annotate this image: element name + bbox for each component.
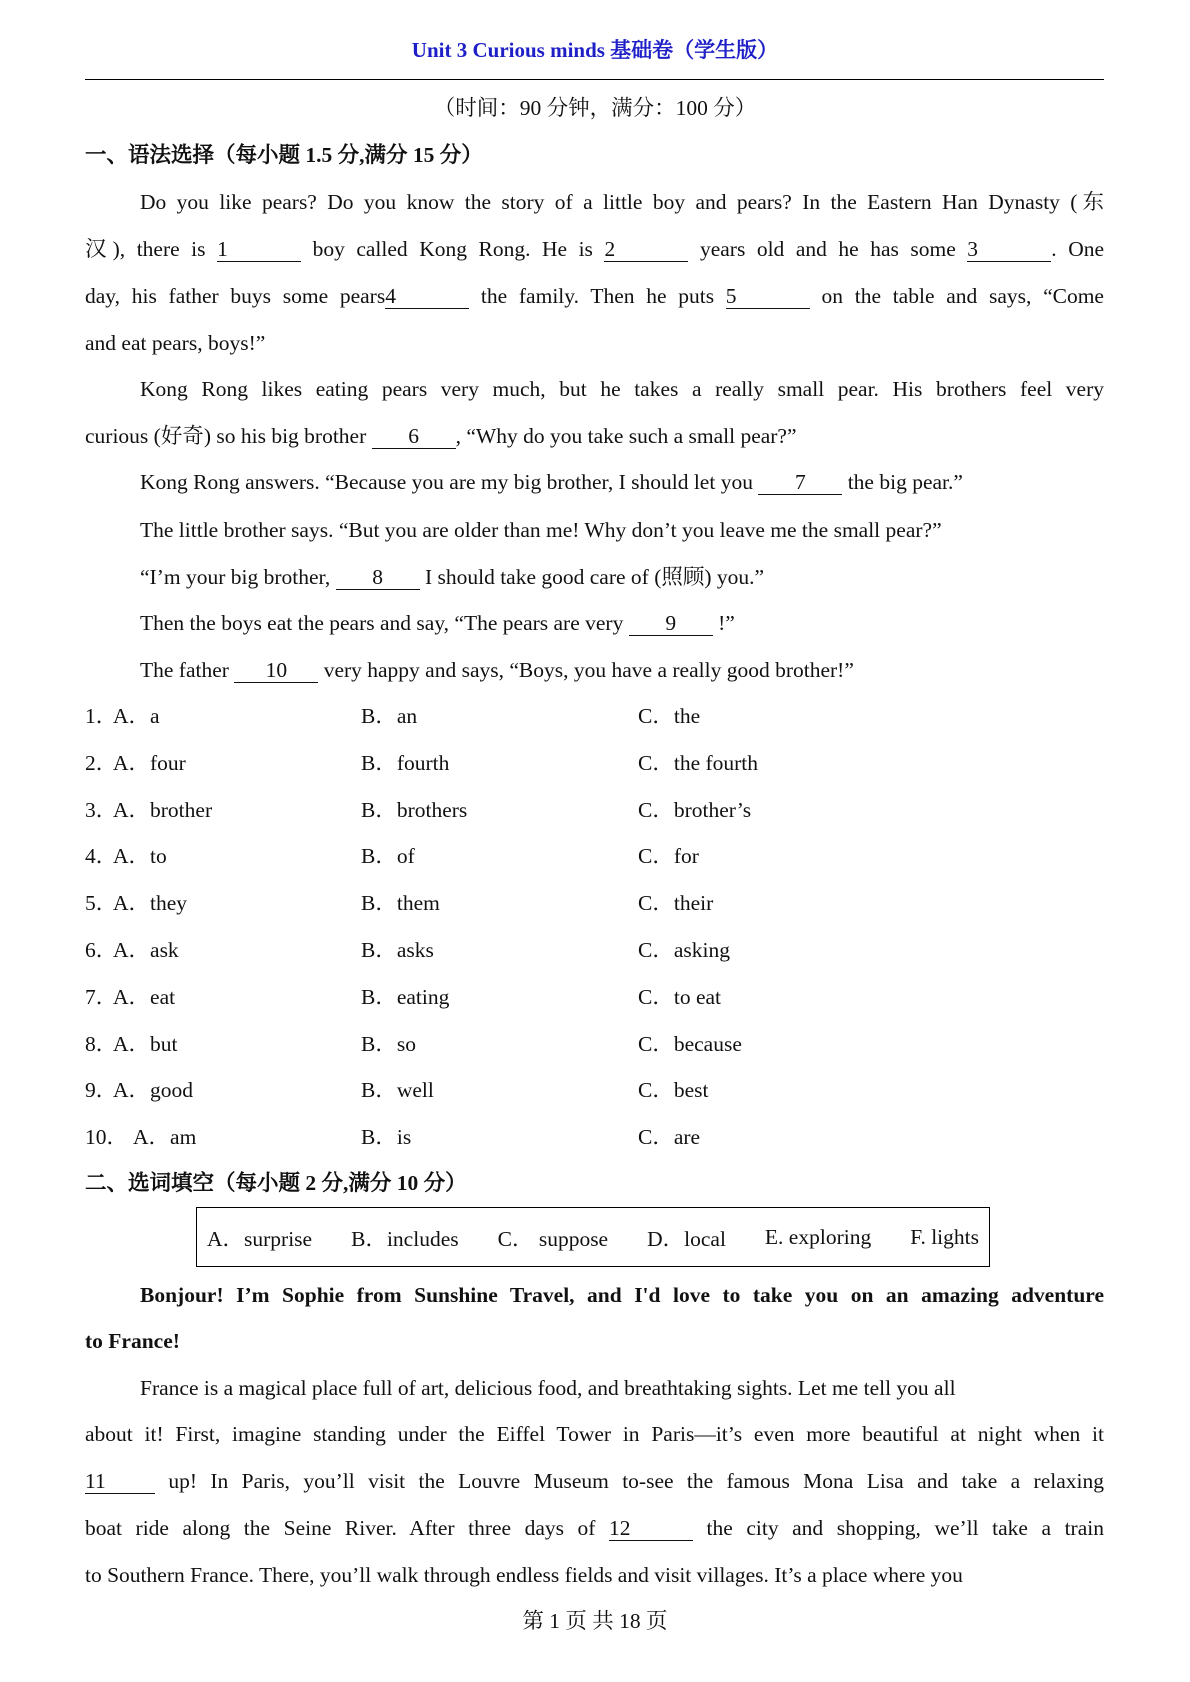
passage-text: on the table and says, “Come — [809, 284, 1104, 308]
word-bank-item: F. lights — [910, 1224, 979, 1249]
passage-line — [140, 187, 1104, 217]
question-number: 8． — [85, 1031, 118, 1056]
passage-text: !” — [712, 611, 735, 635]
option-b: B．well — [361, 1078, 434, 1103]
passage-line — [140, 1373, 1104, 1403]
passage-text: and eat pears, boys!” — [85, 331, 266, 355]
passage-line — [85, 1419, 1104, 1449]
question-number: 10． — [85, 1125, 129, 1150]
option-b: B．brothers — [361, 797, 468, 822]
passage-line — [140, 655, 1104, 685]
passage-line — [140, 608, 1104, 638]
option-a: A．eat — [113, 984, 176, 1009]
option-a: A．brother — [113, 797, 213, 822]
question-number: 4． — [85, 844, 118, 869]
answer-blank: 1 — [217, 237, 301, 262]
question-number: 6． — [85, 938, 118, 962]
option-a: A．to — [113, 844, 167, 869]
answer-blank: 12 — [609, 1516, 693, 1541]
option-c: C．the — [638, 704, 701, 728]
passage-line — [140, 515, 1104, 545]
intro-line: Bonjour! I’m Sophie from Sunshine Travel, and I'd love to take you on an amazing adventure — [140, 1283, 1104, 1307]
option-c: C．for — [638, 844, 699, 869]
passage-text: about it! First, imagine standing under the Eiffel Tower in Paris—it’s even more beautiful at night when it — [85, 1422, 1104, 1446]
answer-blank: 11 — [85, 1469, 155, 1494]
passage-text: , “Why do you take such a small pear?” — [455, 424, 797, 448]
option-a: A．they — [113, 891, 188, 916]
answer-blank: 6 — [372, 424, 456, 449]
option-c: C．their — [638, 891, 714, 916]
passage-text: Then the boys eat the pears and say, “The pears are very — [140, 611, 629, 635]
question-number: 3． — [85, 797, 118, 822]
document-title: Unit 3 Curious minds 基础卷（学生版） — [411, 38, 779, 62]
option-c: C．are — [638, 1125, 701, 1150]
passage-line — [85, 328, 1104, 358]
answer-blank: 2 — [604, 237, 688, 262]
intro-line: to France! — [85, 1329, 180, 1353]
option-c: C．asking — [638, 938, 730, 962]
passage-line — [85, 281, 1104, 311]
page-footer: 第 1 页 共 18 页 — [522, 1609, 668, 1633]
passage-text: years old and he has some — [688, 237, 968, 261]
answer-blank: 7 — [758, 470, 842, 495]
option-a: A．but — [113, 1031, 178, 1056]
question-number: 2． — [85, 750, 118, 775]
option-c: C．to eat — [638, 984, 721, 1009]
answer-blank: 8 — [336, 565, 420, 590]
passage-text: boat ride along the Seine River. After three days of — [85, 1516, 610, 1540]
passage-text: The little brother says. “But you are older than me! Why don’t you leave me the small pear?” — [140, 518, 942, 542]
option-b: B．fourth — [361, 750, 450, 775]
passage-text: day, his father buys some pears — [85, 284, 386, 308]
word-bank-item: A．surprise — [207, 1226, 313, 1251]
question-number: 1． — [85, 704, 118, 728]
question-number: 5． — [85, 891, 118, 916]
option-c: C．brother’s — [638, 797, 752, 822]
passage-line — [85, 234, 1104, 264]
passage-text: the big pear.” — [842, 470, 963, 494]
passage-line — [85, 1466, 1104, 1496]
passage-text: boy called Kong Rong. He is — [301, 237, 605, 261]
answer-blank: 5 — [726, 284, 810, 309]
passage-text: France is a magical place full of art, delicious food, and breathtaking sights. Let me tell you all — [140, 1376, 956, 1400]
question-number: 7． — [85, 984, 118, 1009]
passage-text: the family. Then he puts — [469, 284, 726, 308]
word-bank-item: C． suppose — [497, 1226, 609, 1251]
passage-text: Do you like pears? Do you know the story of a little boy and pears? In the Eastern Han Dynasty (东 — [140, 190, 1104, 214]
passage-line — [85, 1560, 1104, 1590]
option-b: B．of — [361, 844, 415, 869]
answer-blank: 9 — [629, 611, 713, 636]
passage-text: to Southern France. There, you’ll walk through endless fields and visit villages. It’s a place where you — [85, 1563, 963, 1587]
passage-text: I should take good care of (照顾) you.” — [419, 565, 765, 589]
option-c: C．the fourth — [638, 750, 759, 775]
option-a: A．four — [113, 750, 186, 775]
section2-heading: 二、选词填空（每小题 2 分,满分 10 分） — [85, 1171, 467, 1195]
passage-text: up! In Paris, you’ll visit the Louvre Museum to-see the famous Mona Lisa and take a relaxing — [155, 1469, 1104, 1493]
passage-line — [85, 1513, 1104, 1543]
word-bank-item: E. exploring — [764, 1224, 872, 1249]
passage-text: Kong Rong likes eating pears very much, but he takes a really small pear. His brothers feel very — [140, 377, 1104, 401]
passage-line — [85, 421, 1104, 451]
passage-text: . One — [1051, 237, 1104, 261]
passage-text: very happy and says, “Boys, you have a really good brother!” — [318, 658, 854, 682]
option-b: B．so — [361, 1031, 416, 1056]
option-b: B．asks — [361, 938, 434, 962]
passage-line — [140, 374, 1104, 404]
option-a: A．a — [113, 704, 160, 728]
passage-text: The father — [140, 658, 235, 682]
answer-blank: 10 — [234, 658, 318, 683]
exam-time-info: （时间：90 分钟，满分：100 分） — [433, 96, 757, 120]
option-b: B．eating — [361, 984, 450, 1009]
word-bank-item: D．local — [647, 1226, 726, 1251]
question-number: 9． — [85, 1078, 118, 1103]
option-c: C．because — [638, 1031, 742, 1056]
option-b: B．them — [361, 891, 440, 916]
section1-heading: 一、语法选择（每小题 1.5 分,满分 15 分） — [85, 143, 483, 167]
header-rule — [85, 79, 1104, 80]
word-bank — [196, 1207, 990, 1267]
answer-blank: 3 — [967, 237, 1051, 262]
option-c: C．best — [638, 1078, 709, 1103]
passage-line — [140, 562, 1104, 592]
option-b: B．is — [361, 1125, 412, 1150]
passage-text: 汉), there is — [85, 237, 218, 261]
option-a: A．ask — [113, 938, 179, 962]
passage-text: Kong Rong answers. “Because you are my big brother, I should let you — [140, 470, 759, 494]
passage-text: curious (好奇) so his big brother — [85, 424, 372, 448]
option-b: B．an — [361, 704, 418, 728]
answer-blank: 4 — [385, 284, 469, 309]
passage-line — [140, 467, 1104, 497]
word-bank-item: B．includes — [351, 1226, 459, 1251]
option-a: A．good — [113, 1078, 194, 1103]
option-a: A．am — [133, 1125, 197, 1150]
passage-text: the city and shopping, we’ll take a train — [693, 1516, 1104, 1540]
passage-text: “I’m your big brother, — [140, 565, 336, 589]
